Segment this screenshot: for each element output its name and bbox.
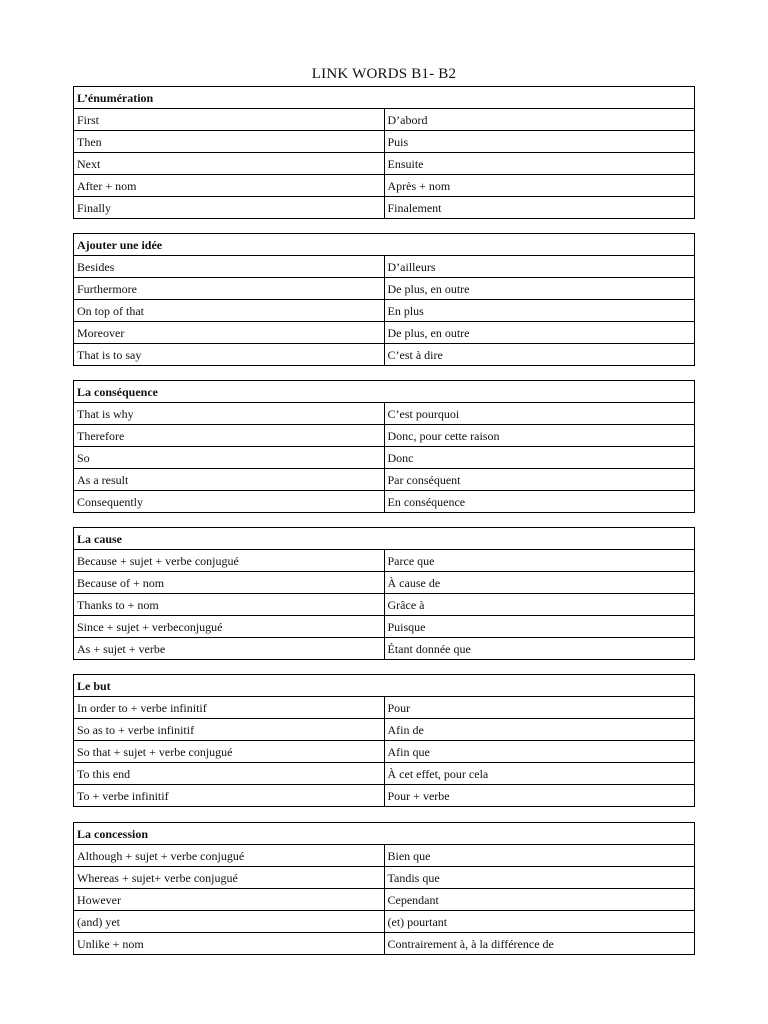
- table-row: [74, 278, 695, 300]
- section-header-row: [74, 234, 695, 256]
- french-term: Afin que: [384, 741, 695, 763]
- section-heading: La concession: [74, 823, 695, 845]
- table-row: [74, 469, 695, 491]
- table-row: [74, 845, 695, 867]
- table-row: [74, 719, 695, 741]
- table-row: [74, 300, 695, 322]
- table-row: [74, 109, 695, 131]
- english-term: In order to + verbe infinitif: [74, 697, 385, 719]
- english-term: Consequently: [74, 491, 385, 513]
- english-term: That is why: [74, 403, 385, 425]
- page-title: LINK WORDS B1- B2: [311, 66, 457, 82]
- french-term: Ensuite: [384, 153, 695, 175]
- english-term: So: [74, 447, 385, 469]
- french-term: Grâce à: [384, 594, 695, 616]
- section-header-row: [74, 381, 695, 403]
- french-term: À cet effet, pour cela: [384, 763, 695, 785]
- french-term: Donc, pour cette raison: [384, 425, 695, 447]
- french-term: Donc: [384, 447, 695, 469]
- french-term: Finalement: [384, 197, 695, 219]
- english-term: Finally: [74, 197, 385, 219]
- table-row: [74, 572, 695, 594]
- table-row: [74, 785, 695, 807]
- english-term: Thanks to + nom: [74, 594, 385, 616]
- table-row: [74, 322, 695, 344]
- english-term: (and) yet: [74, 911, 385, 933]
- table-row: [74, 131, 695, 153]
- english-term: To this end: [74, 763, 385, 785]
- table-row: [74, 447, 695, 469]
- french-term: À cause de: [384, 572, 695, 594]
- french-term: (et) pourtant: [384, 911, 695, 933]
- french-term: C’est à dire: [384, 344, 695, 366]
- section-enumeration: [73, 86, 695, 219]
- section-concession: [73, 822, 695, 955]
- english-term: On top of that: [74, 300, 385, 322]
- english-term: Then: [74, 131, 385, 153]
- french-term: Parce que: [384, 550, 695, 572]
- french-term: De plus, en outre: [384, 322, 695, 344]
- section-heading: Le but: [74, 675, 695, 697]
- french-term: En plus: [384, 300, 695, 322]
- section-heading: Ajouter une idée: [74, 234, 695, 256]
- english-term: Although + sujet + verbe conjugué: [74, 845, 385, 867]
- table-row: [74, 616, 695, 638]
- french-term: C’est pourquoi: [384, 403, 695, 425]
- section-heading: La cause: [74, 528, 695, 550]
- english-term: Next: [74, 153, 385, 175]
- table-row: [74, 867, 695, 889]
- section-cause: [73, 527, 695, 660]
- french-term: De plus, en outre: [384, 278, 695, 300]
- table-row: [74, 911, 695, 933]
- english-term: Besides: [74, 256, 385, 278]
- section-header-row: [74, 675, 695, 697]
- section-purpose: [73, 674, 695, 807]
- french-term: Tandis que: [384, 867, 695, 889]
- table-row: [74, 491, 695, 513]
- table-row: [74, 763, 695, 785]
- english-term: So as to + verbe infinitif: [74, 719, 385, 741]
- french-term: Puis: [384, 131, 695, 153]
- french-term: D’ailleurs: [384, 256, 695, 278]
- table-row: [74, 889, 695, 911]
- table-row: [74, 425, 695, 447]
- table-row: [74, 933, 695, 955]
- table-row: [74, 153, 695, 175]
- table-row: [74, 594, 695, 616]
- english-term: As a result: [74, 469, 385, 491]
- french-term: Étant donnée que: [384, 638, 695, 660]
- french-term: Afin de: [384, 719, 695, 741]
- french-term: En conséquence: [384, 491, 695, 513]
- french-term: Après + nom: [384, 175, 695, 197]
- english-term: Because + sujet + verbe conjugué: [74, 550, 385, 572]
- french-term: D’abord: [384, 109, 695, 131]
- table-row: [74, 550, 695, 572]
- table-row: [74, 197, 695, 219]
- section-heading: L’énumération: [74, 87, 695, 109]
- french-term: Contrairement à, à la différence de: [384, 933, 695, 955]
- french-term: Pour: [384, 697, 695, 719]
- english-term: Furthermore: [74, 278, 385, 300]
- section-add-idea: [73, 233, 695, 366]
- english-term: First: [74, 109, 385, 131]
- english-term: As + sujet + verbe: [74, 638, 385, 660]
- table-row: [74, 175, 695, 197]
- english-term: After + nom: [74, 175, 385, 197]
- french-term: Par conséquent: [384, 469, 695, 491]
- section-header-row: [74, 528, 695, 550]
- english-term: So that + sujet + verbe conjugué: [74, 741, 385, 763]
- french-term: Puisque: [384, 616, 695, 638]
- english-term: Unlike + nom: [74, 933, 385, 955]
- french-term: Pour + verbe: [384, 785, 695, 807]
- section-header-row: [74, 87, 695, 109]
- english-term: Because of + nom: [74, 572, 385, 594]
- table-row: [74, 256, 695, 278]
- section-consequence: [73, 380, 695, 513]
- table-row: [74, 344, 695, 366]
- english-term: Moreover: [74, 322, 385, 344]
- english-term: However: [74, 889, 385, 911]
- english-term: Whereas + sujet+ verbe conjugué: [74, 867, 385, 889]
- table-row: [74, 403, 695, 425]
- section-header-row: [74, 823, 695, 845]
- section-heading: La conséquence: [74, 381, 695, 403]
- english-term: Since + sujet + verbeconjugué: [74, 616, 385, 638]
- english-term: That is to say: [74, 344, 385, 366]
- french-term: Bien que: [384, 845, 695, 867]
- table-row: [74, 697, 695, 719]
- english-term: Therefore: [74, 425, 385, 447]
- english-term: To + verbe infinitif: [74, 785, 385, 807]
- table-row: [74, 741, 695, 763]
- table-row: [74, 638, 695, 660]
- french-term: Cependant: [384, 889, 695, 911]
